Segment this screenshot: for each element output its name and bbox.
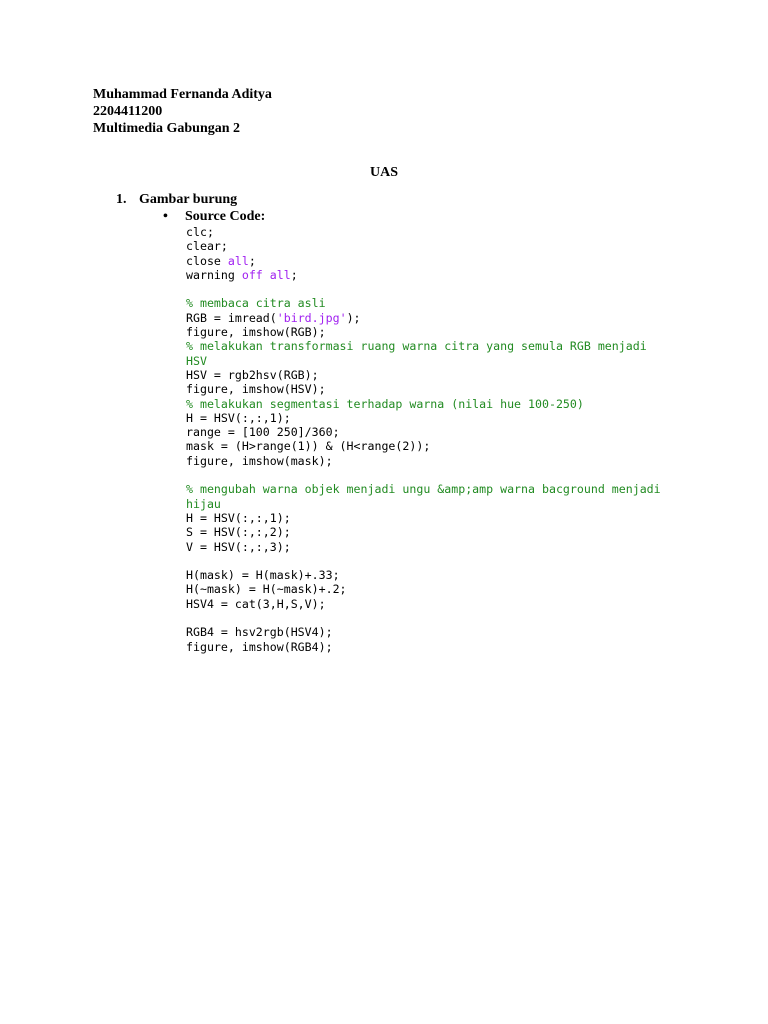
bullet-label: Source Code: — [185, 209, 266, 224]
code-text: clc; — [186, 225, 214, 239]
code-text: figure, imshow(RGB); — [186, 325, 326, 340]
code-text: range = [100 250]/360; — [186, 425, 340, 440]
code-text: H = HSV(:,:,1); — [186, 510, 291, 525]
code-line — [186, 625, 746, 639]
code-comment: % melakukan segmentasi terhadap warna (nilai hue 100-250) — [186, 396, 584, 411]
code-line — [186, 368, 746, 382]
code-text: V = HSV(:,:,3); — [186, 539, 291, 554]
code-line — [186, 439, 746, 453]
code-line — [186, 540, 746, 554]
code-line — [186, 325, 746, 339]
code-text: S = HSV(:,:,2); — [186, 525, 291, 540]
author-header — [93, 86, 272, 137]
code-comment: % mengubah warna objek menjadi ungu &amp;amp warna bacground menjadi — [186, 482, 661, 497]
code-text: RGB = imread( — [186, 310, 277, 325]
code-line — [186, 311, 746, 325]
code-comment: % membaca citra asli — [186, 296, 326, 311]
code-text: ; — [248, 253, 256, 268]
code-line — [186, 525, 746, 539]
code-line — [186, 239, 746, 253]
student-id: 2204411200 — [93, 104, 163, 119]
code-line — [186, 425, 746, 439]
code-text: figure, imshow(HSV); — [186, 382, 326, 397]
code-line — [186, 497, 746, 511]
code-line — [186, 268, 746, 282]
code-line — [186, 640, 746, 654]
code-keyword: 'bird.jpg' — [276, 310, 347, 325]
code-line — [186, 282, 746, 296]
code-line — [186, 597, 746, 611]
code-text: figure, imshow(mask); — [186, 453, 333, 468]
code-text: H(~mask) = H(~mask)+.2; — [186, 582, 347, 597]
code-line — [186, 554, 746, 568]
code-text: HSV4 = cat(3,H,S,V); — [186, 596, 326, 611]
code-text: mask = (H>range(1)) & (H<range(2)); — [186, 439, 431, 454]
code-text: close — [186, 253, 228, 268]
code-line — [186, 339, 746, 353]
code-text: ; — [290, 267, 298, 282]
section-heading — [116, 191, 237, 209]
code-text: HSV = rgb2hsv(RGB); — [186, 367, 319, 382]
code-line — [186, 468, 746, 482]
author-name: Muhammad Fernanda Aditya — [93, 87, 272, 102]
class-name: Multimedia Gabungan 2 — [93, 121, 241, 136]
code-comment: hijau — [186, 496, 221, 511]
section-number: 1. — [116, 192, 127, 207]
code-line — [186, 454, 746, 468]
code-text: figure, imshow(RGB4); — [186, 639, 333, 654]
bullet-item — [163, 208, 265, 226]
bullet-icon: • — [163, 209, 168, 224]
document-title: UAS — [369, 165, 398, 180]
code-line — [186, 225, 746, 239]
code-line — [186, 482, 746, 496]
code-keyword: all — [227, 253, 249, 268]
section-title: Gambar burung — [139, 192, 238, 207]
code-line — [186, 397, 746, 411]
source-code-block — [186, 225, 746, 654]
code-comment: HSV — [186, 353, 207, 368]
code-line — [186, 511, 746, 525]
code-text: H = HSV(:,:,1); — [186, 410, 291, 425]
code-line — [186, 582, 746, 596]
code-text: clear; — [186, 239, 228, 254]
code-line — [186, 382, 746, 396]
code-keyword: off all — [241, 267, 291, 282]
code-text: H(mask) = H(mask)+.33; — [186, 568, 340, 583]
code-line — [186, 254, 746, 268]
code-line — [186, 354, 746, 368]
code-line — [186, 296, 746, 310]
code-comment: % melakukan transformasi ruang warna citra yang semula RGB menjadi — [186, 339, 647, 354]
code-line — [186, 568, 746, 582]
code-text: RGB4 = hsv2rgb(HSV4); — [186, 625, 333, 640]
code-text: ); — [346, 310, 361, 325]
code-line — [186, 411, 746, 425]
code-line — [186, 611, 746, 625]
code-text: warning — [186, 267, 242, 282]
